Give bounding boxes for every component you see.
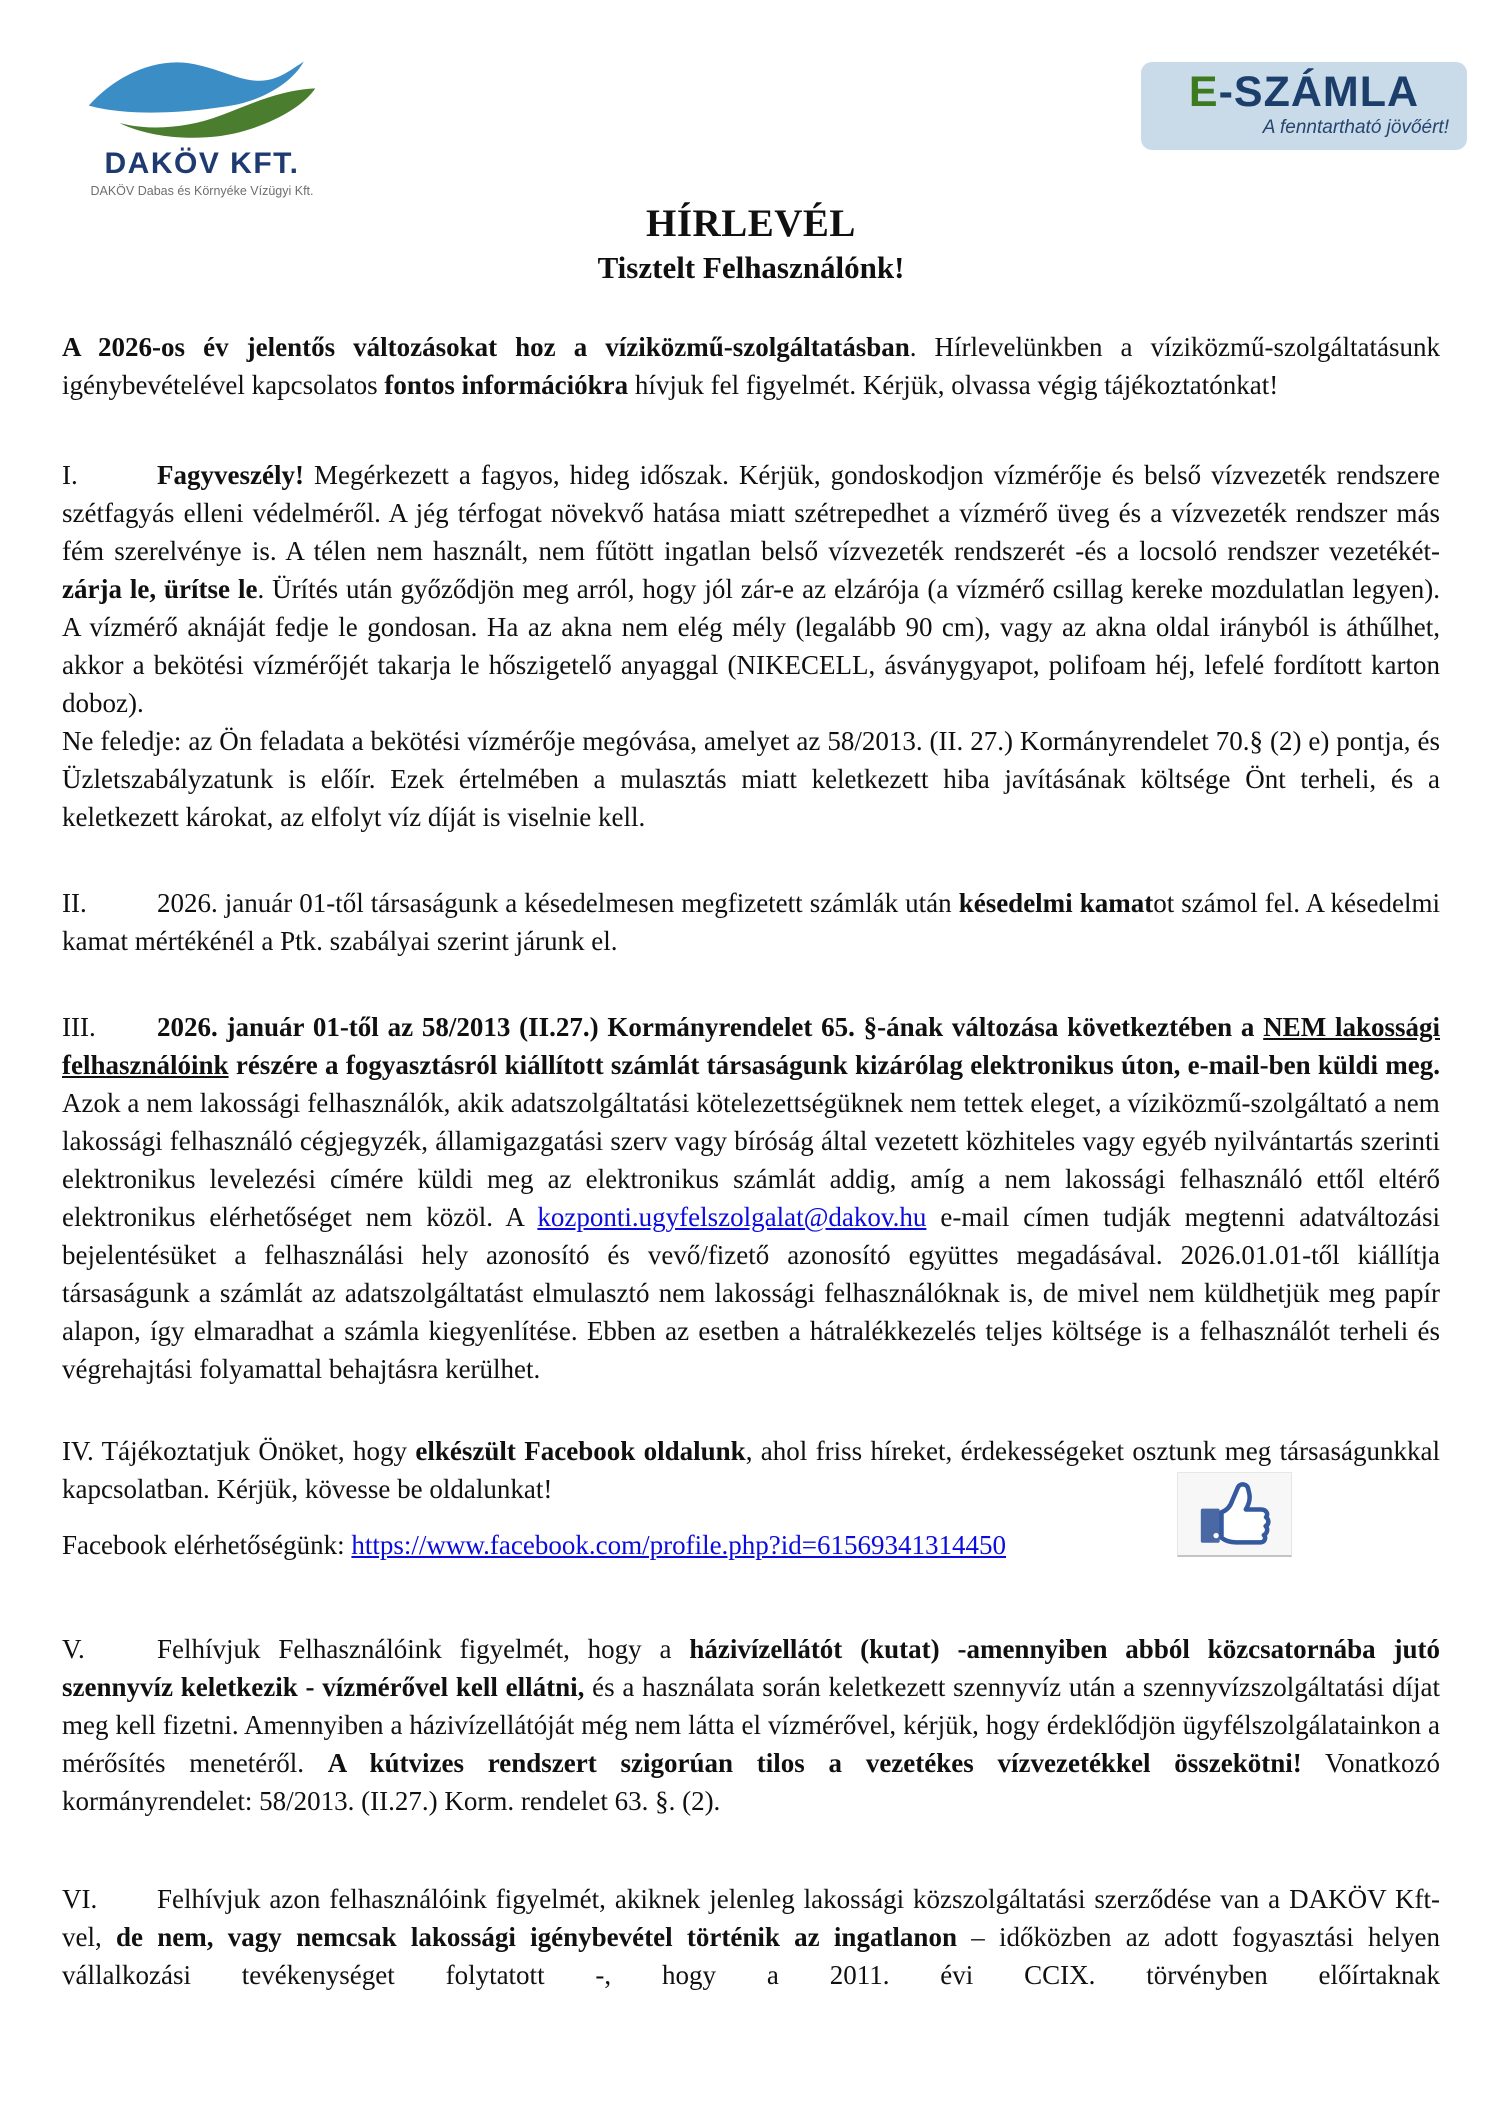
facebook-like-icon (1177, 1472, 1292, 1557)
section-hazivizellato (62, 1630, 1440, 1820)
text-run: 2026. január 01-től társaságunk a késedelmesen megfizetett számlák után (157, 888, 959, 918)
text-run: – időközben az adott fogyasztási helyen vállalkozási tevékenységet folytatott -, hogy a 2011. évi CCIX. törvényben előírtaknak (62, 1922, 1440, 1990)
text-run: hívjuk fel figyelmét. Kérjük, olvassa végig tájékoztatónkat! (628, 370, 1279, 400)
eszamla-title (1157, 69, 1451, 116)
text-run: 2026. január 01-től az 58/2013 (II.27.) Kormányrendelet 65. §-ának változása következtében a (157, 1012, 1264, 1042)
text-run: A 2026-os év jelentős változásokat hoz a víziközmű-szolgáltatásban (62, 332, 910, 362)
section-numeral: V. (62, 1634, 85, 1664)
section-paragraph (62, 884, 1440, 960)
section-numeral: VI. (62, 1884, 98, 1914)
eszamla-tagline: A fenntartható jövőért! (1262, 117, 1449, 138)
section-paragraph (62, 722, 1440, 836)
eszamla-letter-e: E (1188, 68, 1219, 116)
facebook-contact-label: Facebook elérhetőségünk: (62, 1530, 352, 1560)
text-run: , ahol friss híreket, érdekességeket osztunk meg társaságunkkal kapcsolatban. Kérjük, kövesse be oldalunkat! (62, 1436, 1441, 1504)
text-run: Vonatkozó kormányrendelet: 58/2013. (II.27.) Korm. rendelet 63. §. (2). (62, 1748, 1441, 1816)
text-run: Megérkezett a fagyos, hideg időszak. Kérjük, gondoskodjon vízmérője és belső vízvezeték rendszere szétfagyás elleni védelméről. A jég térfogat növekvő hatása miatt szétrepedhet a vízmérő üveg és a vízvezeték rendszer más fém szerelvénye is. A télen nem használt, nem fűtött ingatlan belső vízvezeték rendszerét -és a locsoló rendszer vezetékét- (62, 460, 1440, 566)
intro-paragraph (62, 328, 1440, 404)
text-run: késedelmi kamat (958, 888, 1154, 918)
text-run: ot számol fel. A késedelmi kamat mértékénél a Ptk. szabályai szerint járunk el. (62, 888, 1440, 956)
text-run: Fagyveszély! (157, 460, 304, 490)
text-run: zárja le, ürítse le (62, 574, 258, 604)
section-fagyveszely (62, 456, 1440, 836)
section-numeral: III. (62, 1012, 96, 1042)
dakov-logo (62, 50, 342, 198)
section-vallalkozasi-igenybevetel (62, 1880, 1440, 1994)
section-numeral: I. (62, 460, 78, 490)
text-run: Ne feledje: az Ön feladata a bekötési vízmérője megóvása, amelyet az 58/2013. (II. 27.) Kormányrendelet 70.§ (2) e) pontja, és Üzletszabályzatunk is előír. Ezek értelmében a mulasztás miatt keletkezett hiba javításának költsége Önt terheli, és a keletkezett károkat, az elfolyt víz díját is viselnie kell. (62, 726, 1440, 832)
dakov-logo-title: DAKÖV KFT. (104, 147, 300, 180)
section-elektronikus-szamla (62, 1008, 1440, 1388)
section-paragraph (62, 1630, 1440, 1820)
text-run: de nem, vagy nemcsak lakossági igénybevétel történik az ingatlanon (116, 1922, 957, 1952)
dakov-wave-icon (86, 50, 318, 146)
eszamla-badge (1141, 62, 1467, 150)
text-run: IV. Tájékoztatjuk Önöket, hogy (62, 1436, 416, 1466)
page-title: HÍRLEVÉL (646, 202, 856, 245)
email-link[interactable]: kozponti.ugyfelszolgalat@dakov.hu (537, 1202, 927, 1232)
section-facebook (62, 1432, 1440, 1564)
text-run: fontos információkra (384, 370, 629, 400)
text-run: . Hírlevelünkben a víziközmű-szolgáltatásunk igénybevételével kapcsolatos (62, 332, 1440, 400)
text-run: A kútvizes rendszert szigorúan tilos a vezetékes vízvezetékkel összekötni! (327, 1748, 1302, 1778)
text-run: házivízellátót (kutat) -amennyiben abból közcsatornába jutó szennyvíz keletkezik - vízmérővel kell ellátni, (62, 1634, 1441, 1702)
section-paragraph (62, 1880, 1440, 1994)
eszamla-title-rest: -SZÁMLA (1218, 68, 1420, 116)
text-run: Felhívjuk Felhasználóink figyelmét, hogy a (157, 1634, 690, 1664)
header (62, 0, 1449, 200)
text-run: Felhívjuk azon felhasználóink figyelmét, akiknek jelenleg lakossági közszolgáltatási szerződése van a DAKÖV Kft-vel, (62, 1884, 1440, 1952)
title-block (62, 200, 1440, 288)
text-run: és a használata során keletkezett szennyvíz után a szennyvízszolgáltatási díjat meg kell fizetni. Amennyiben a házivízellátóját még nem látta el vízmérővel, kérjük, hogy érdeklődjön ügyfélszolgálatainkon a mérősítés menetéről. (62, 1672, 1440, 1778)
text-run: . Ürítés után győződjön meg arról, hogy jól zár-e az elzárója (a vízmérő csillag kereke mozdulatlan legyen). A vízmérő aknáját fedje le gondosan. Ha az akna nem elég mély (legalább 90 cm), vagy az akna oldal irányból is áthűlhet, akkor a bekötési vízmérőjét takarja le hőszigetelő anyaggal (NIKECELL, ásványgyapot, polifoam héj, lefelé fordított karton doboz). (62, 574, 1440, 718)
text-run: elkészült Facebook oldalunk (415, 1436, 746, 1466)
text-run: e-mail címen tudják megtenni adatváltozási bejelentésüket a felhasználási hely azonosító és vevő/fizető azonosító együttes megadásával. 2026.01.01-től kiállítja társaságunk a számlát az adatszolgáltatást elmulasztó nem lakossági felhasználóknak is, de mivel nem küldhetjük meg papír alapon, így elmaradhat a számla kiegyenlítése. Ebben az esetben a hátralékkezelés teljes költsége is a felhasználót terheli és végrehajtási folyamattal behajtásra kerülhet. (62, 1202, 1440, 1384)
dakov-logo-subtitle: DAKÖV Dabas és Környéke Vízügyi Kft. (90, 184, 314, 198)
salutation: Tisztelt Felhasználónk! (597, 250, 905, 285)
text-run: részére a fogyasztásról kiállított számlát társaságunk kizárólag elektronikus úton, e-mail-ben küldi meg. (228, 1050, 1440, 1080)
section-paragraph (62, 1008, 1440, 1388)
section-paragraph (62, 456, 1440, 722)
text-run: NEM lakossági felhasználóink (62, 1012, 1440, 1080)
section-numeral: II. (62, 888, 87, 918)
section-kesedelmi-kamat (62, 884, 1440, 960)
facebook-link[interactable]: https://www.facebook.com/profile.php?id=61569341314450 (351, 1530, 1007, 1560)
text-run: Azok a nem lakossági felhasználók, akik adatszolgáltatási kötelezettségüknek nem tettek eleget, a víziközmű-szolgáltató a nem lakossági felhasználó cégjegyzék, államigazgatási szerv vagy bíróság által vezetett közhiteles vagy egyéb nyilvántartás szerinti elektronikus levelezési címére küldi meg az elektronikus számlát addig, amíg a nem lakossági felhasználó ettől eltérő elektronikus elérhetőséget nem közöl. A (62, 1088, 1440, 1232)
